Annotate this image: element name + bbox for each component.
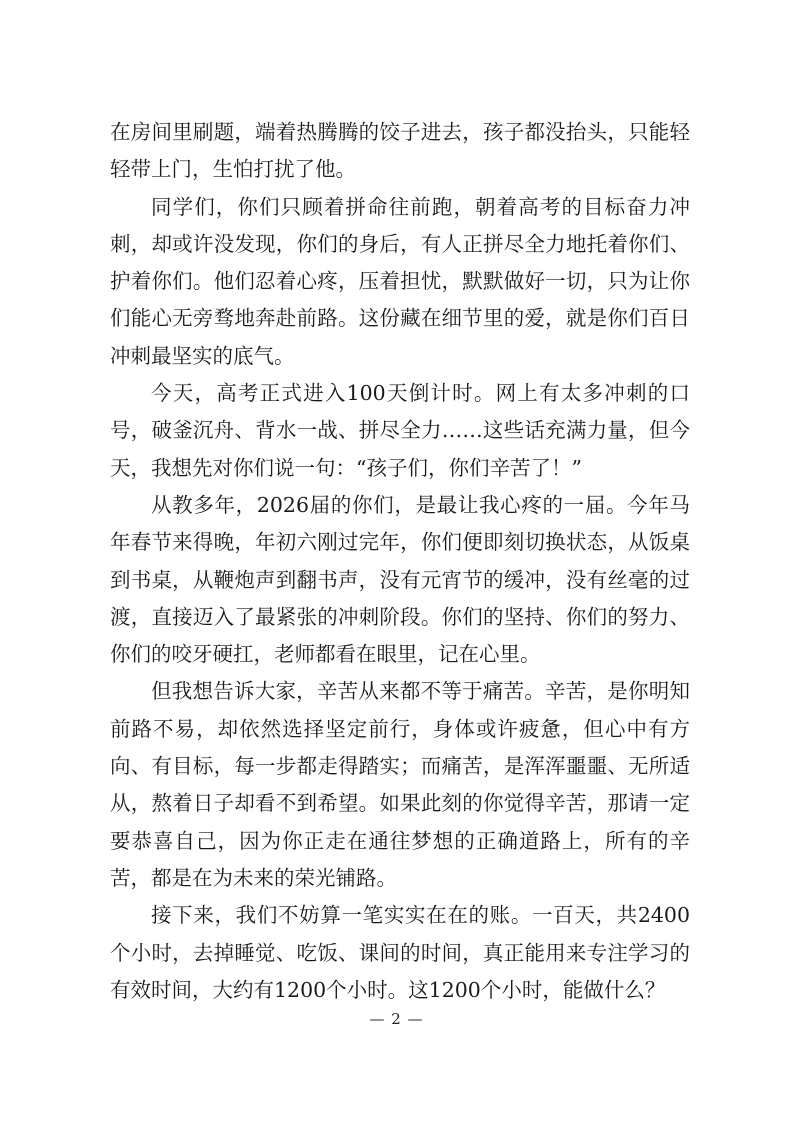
paragraph-6: 接下来，我们不妨算一笔实实在在的账。一百天，共2400个小时，去掉睡觉、吃饭、课间的时间，真正能用来专注学习的有效时间，大约有1200个小时。这1200个小时，能做什么？: [110, 903, 690, 1002]
paragraph-2: 同学们，你们只顾着拼命往前跑，朝着高考的目标奋力冲刺，却或许没发现，你们的身后，有人正拼尽全力地托着你们、护着你们。他们忍着心疼，压着担忧，默默做好一切，只为让你们能心无旁骛地奔赴前路。这份藏在细节里的爱，就是你们百日冲刺最坚实的底气。: [110, 194, 690, 368]
paragraph-3: 今天，高考正式进入100天倒计时。网上有太多冲刺的口号，破釜沉舟、背水一战、拼尽全力……这些话充满力量，但今天，我想先对你们说一句：“孩子们，你们辛苦了！”: [110, 381, 690, 480]
paragraph-1: 在房间里刷题，端着热腾腾的饺子进去，孩子都没抬头，只能轻轻带上门，生怕打扰了他。: [110, 120, 690, 182]
page-number: — 2 —: [369, 1010, 424, 1028]
document-body: [110, 114, 690, 1009]
paragraph-5: 但我想告诉大家，辛苦从来都不等于痛苦。辛苦，是你明知前路不易，却依然选择坚定前行，身体或许疲惫，但心中有方向、有目标，每一步都走得踏实；而痛苦，是浑浑噩噩、无所适从，熬着日子却看不到希望。如果此刻的你觉得辛苦，那请一定要恭喜自己，因为你正走在通往梦想的正确道路上，所有的辛苦，都是在为未来的荣光铺路。: [110, 679, 690, 890]
paragraph-4: 从教多年，2026届的你们，是最让我心疼的一届。今年马年春节来得晚，年初六刚过完年，你们便即刻切换状态，从饭桌到书桌，从鞭炮声到翻书声，没有元宵节的缓冲，没有丝毫的过渡，直接迈入了最紧张的冲刺阶段。你们的坚持、你们的努力、你们的咬牙硬扛，老师都看在眼里，记在心里。: [110, 492, 690, 667]
